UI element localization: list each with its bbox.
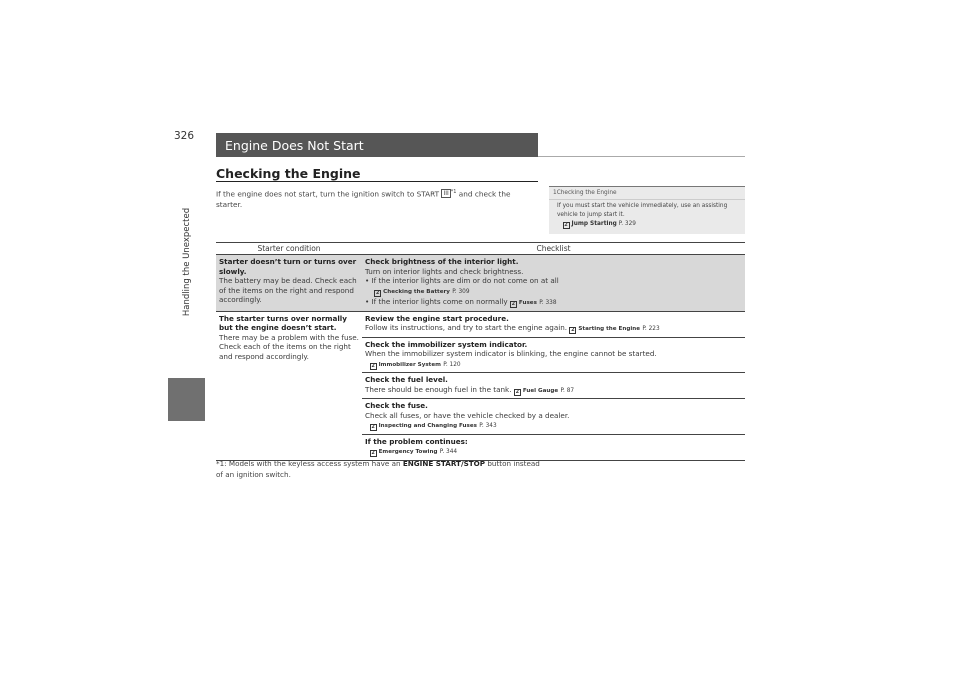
inspecting-fuses-link[interactable]: Inspecting and Changing Fuses: [378, 423, 477, 429]
reference-arrow-icon: 2: [571, 327, 575, 333]
jump-starting-link[interactable]: Jump Starting: [571, 221, 617, 227]
reference-arrow-icon: 2: [375, 289, 380, 296]
col-header-condition: Starter condition: [216, 243, 362, 255]
note-body: If you must start the vehicle immediately, use an assisting vehicle to jump start it. 2 Jump Starting P. 329: [557, 203, 728, 228]
reference-arrow-icon: 2: [371, 362, 375, 369]
condition-cell: Starter doesn’t turn or turns over slowly. The battery may be dead. Check each of the items on the right and respond accordingly.: [216, 255, 362, 312]
checklist-cell: Check the fuse. Check all fuses, or have the vehicle checked by a dealer. 2 Inspecting and Changing Fuses P. 343: [362, 399, 745, 435]
reference-arrow-icon: 2: [511, 301, 516, 307]
note-title: 1Checking the Engine: [553, 190, 617, 196]
reference-arrow-icon: 2: [564, 222, 568, 228]
section-title-bar: [216, 133, 538, 157]
chapter-tab-marker: [168, 378, 205, 421]
side-chapter-label: Handling the Unexpected: [181, 207, 192, 317]
checklist-cell: Check the immobilizer system indicator. When the immobilizer system indicator is blinking, the engine cannot be started. 2 Immobilizer System P. 120: [362, 337, 745, 373]
condition-cell: The starter turns over normally but the engine doesn’t start. There may be a problem with the fuse. Check each of the items on the right and respond accordingly.: [216, 311, 362, 460]
checklist-cell: Check the fuel level. There should be enough fuel in the tank. 2 Fuel Gauge P. 87: [362, 373, 745, 399]
troubleshooting-table: [216, 242, 745, 461]
fuel-gauge-link[interactable]: Fuel Gauge: [522, 387, 559, 394]
section-title: Engine Does Not Start: [225, 138, 364, 153]
note-divider: [549, 199, 745, 200]
checking-battery-link[interactable]: Checking the Battery: [383, 288, 450, 295]
table-row: [216, 311, 745, 337]
footnote: *1: Models with the keyless access system have an ENGINE START/STOP button instead of an ignition switch.: [216, 459, 540, 479]
heading-divider: [216, 181, 538, 182]
side-note-box: [549, 186, 745, 234]
reference-arrow-icon: 2: [371, 450, 375, 456]
emergency-towing-link[interactable]: Emergency Towing: [378, 449, 438, 455]
checklist-cell: If the problem continues: 2 Emergency Towing P. 344: [362, 434, 745, 460]
reference-arrow-icon: 2: [371, 424, 375, 430]
table-row: [216, 255, 745, 312]
fuses-link[interactable]: Fuses: [518, 300, 537, 306]
checklist-cell: Check brightness of the interior light. Turn on interior lights and check brightness. • If the interior lights are dim or do not come on at all 2 Checking the Battery P. 309 • If the interior lights come on normally 2 Fuses P. 338: [362, 255, 745, 312]
intro-paragraph: If the engine does not start, turn the ignition switch to START III $^{*1}$ and check the starter.: [216, 189, 511, 210]
ignition-key-position: III: [443, 190, 449, 198]
col-header-checklist: Checklist: [362, 243, 745, 255]
footnote-ref: *1: [450, 189, 457, 195]
reference-arrow-icon: 2: [515, 388, 520, 395]
starting-engine-link[interactable]: Starting the Engine: [578, 326, 641, 332]
title-divider: [538, 156, 745, 157]
page-heading: Checking the Engine: [216, 166, 361, 181]
immobilizer-system-link[interactable]: Immobilizer System: [378, 361, 441, 368]
checklist-cell: Review the engine start procedure. Follow its instructions, and try to start the engine again. 2 Starting the Engine P. 223: [362, 311, 745, 337]
page-number: 326: [174, 130, 195, 142]
